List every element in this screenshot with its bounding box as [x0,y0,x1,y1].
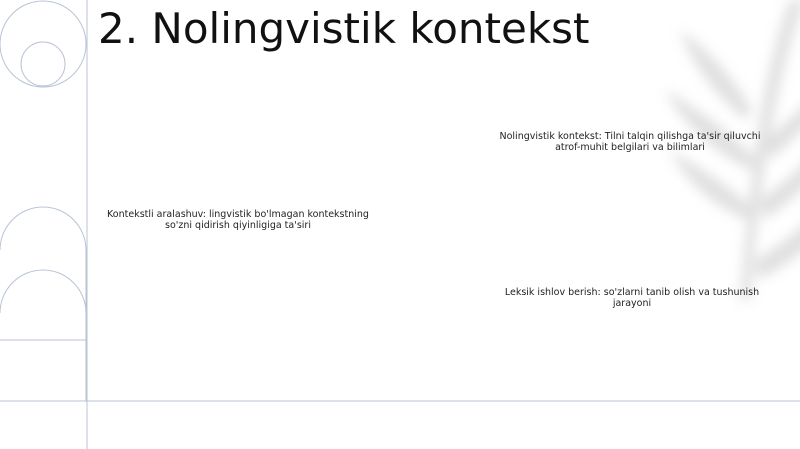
text-leksik-ishlov-berish: Leksik ishlov berish: so'zlarni tanib olish va tushunish jarayoni [504,287,760,309]
small-circle [21,42,65,86]
text-kontekstli-aralashuv: Kontekstli aralashuv: lingvistik bo'lmagan kontekstning so'zni qidirish qiyinligiga ta'siri [107,209,369,231]
lower-arch [0,270,86,401]
large-circle [0,1,86,87]
upper-arch [0,207,86,401]
text-nolingvistik-kontekst: Nolingvistik kontekst: Tilni talqin qilishga ta'sir qiluvchi atrof-muhit belgilari va bilimlari [499,131,761,153]
slide-title: 2. Nolingvistik kontekst [98,4,590,53]
